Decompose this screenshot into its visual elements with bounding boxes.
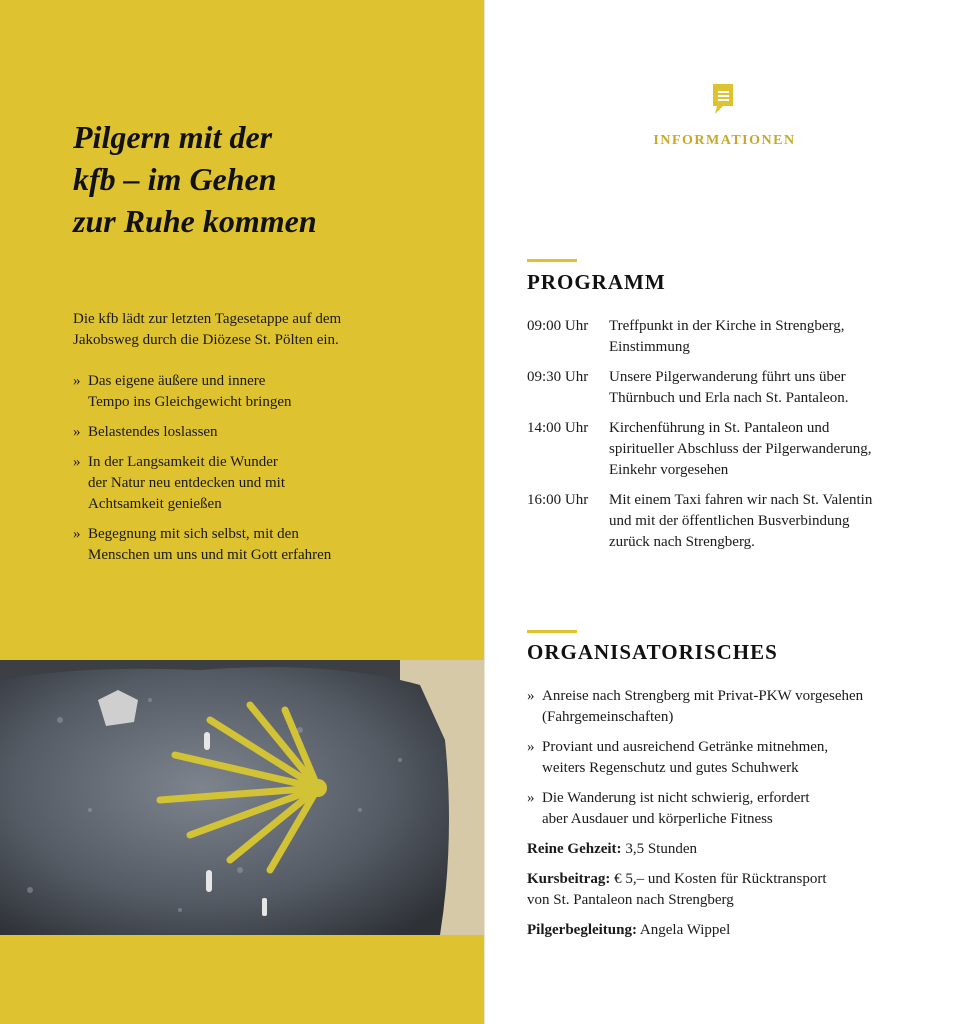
list-item — [73, 422, 413, 443]
title-line: kfb – im Gehen — [73, 161, 277, 197]
programm-line: zurück nach Strengberg. — [609, 534, 755, 550]
organisatorisches-title: ORGANISATORISCHES — [527, 640, 778, 664]
programm-line: Kirchenführung in St. Pantaleon und — [609, 420, 830, 436]
list-item — [527, 686, 927, 728]
fact-value: 3,5 Stunden — [621, 841, 697, 857]
organisatorisches-list — [527, 686, 927, 839]
fact-label: Kursbeitrag: — [527, 871, 611, 887]
title-line: zur Ruhe kommen — [73, 203, 317, 239]
programm-row — [527, 418, 927, 481]
list-item — [73, 452, 413, 515]
programm-line: und mit der öffentlichen Busverbindung — [609, 513, 850, 529]
benefits-list — [73, 371, 413, 575]
fact-value: von St. Pantaleon nach Strengberg — [527, 892, 734, 908]
list-item-line: weiters Regenschutz und gutes Schuhwerk — [542, 760, 799, 776]
list-item-line: Das eigene äußere und innere — [88, 373, 266, 389]
fact-pilgerbegleitung — [527, 920, 927, 941]
list-item-line: In der Langsamkeit die Wunder — [88, 454, 278, 470]
scallop-shell-photo — [0, 660, 484, 935]
programm-text — [609, 490, 927, 553]
list-item-line: Anreise nach Strengberg mit Privat-PKW vorgesehen — [542, 688, 864, 704]
programm-line: Treffpunkt in der Kirche in Strengberg, — [609, 318, 845, 334]
list-item-line: Achtsamkeit genießen — [88, 496, 222, 512]
programm-line: spiritueller Abschluss der Pilgerwanderung, — [609, 441, 872, 457]
programm-line: Einkehr vorgesehen — [609, 462, 729, 478]
list-item — [527, 737, 927, 779]
list-item — [527, 788, 927, 830]
info-heading: INFORMATIONEN — [653, 133, 796, 148]
list-item-line: Tempo ins Gleichgewicht bringen — [88, 394, 292, 410]
programm-row — [527, 490, 927, 553]
list-item-line: Die Wanderung ist nicht schwierig, erfordert — [542, 790, 810, 806]
speech-bubble-icon — [711, 82, 735, 116]
programm-row — [527, 367, 927, 409]
programm-time: 09:00 Uhr — [527, 318, 589, 334]
list-item-line: Belastendes loslassen — [88, 424, 218, 440]
programm-line: Einstimmung — [609, 339, 690, 355]
facts-list — [527, 839, 927, 950]
scallop-shell-on-rock-photo — [0, 660, 484, 935]
programm-time: 16:00 Uhr — [527, 492, 589, 508]
list-item-line: aber Ausdauer und körperliche Fitness — [542, 811, 773, 827]
programm-text — [609, 418, 927, 481]
programm-list — [527, 316, 927, 562]
programm-line: Mit einem Taxi fahren wir nach St. Valentin — [609, 492, 873, 508]
programm-line: Unsere Pilgerwanderung führt uns über — [609, 369, 846, 385]
programm-text — [609, 367, 927, 409]
accent-bar — [527, 259, 577, 262]
fact-value: Angela Wippel — [636, 922, 731, 938]
fact-gehzeit — [527, 839, 927, 860]
programm-row — [527, 316, 927, 358]
programm-text — [609, 316, 927, 358]
list-item — [73, 524, 413, 566]
intro-text: Die kfb lädt zur letzten Tagesetappe auf dem Jakobsweg durch die Diözese St. Pölten ein. — [73, 311, 342, 348]
fact-label: Reine Gehzeit: — [527, 841, 622, 857]
list-item-line: Proviant und ausreichend Getränke mitnehmen, — [542, 739, 829, 755]
fact-label: Pilgerbegleitung: — [527, 922, 637, 938]
list-item-line: der Natur neu entdecken und mit — [88, 475, 286, 491]
title-line: Pilgern mit der — [73, 119, 273, 155]
list-item — [73, 371, 413, 413]
list-item-line: (Fahrgemeinschaften) — [542, 709, 674, 725]
programm-time: 14:00 Uhr — [527, 420, 589, 436]
accent-bar — [527, 630, 577, 633]
fact-value: € 5,– und Kosten für Rücktransport — [610, 871, 827, 887]
programm-time: 09:30 Uhr — [527, 369, 589, 385]
list-item-line: Begegnung mit sich selbst, mit den — [88, 526, 299, 542]
programm-title: PROGRAMM — [527, 270, 666, 294]
fact-kursbeitrag — [527, 869, 927, 911]
page-title — [73, 116, 453, 242]
list-item-line: Menschen um uns und mit Gott erfahren — [88, 547, 332, 563]
programm-line: Thürnbuch und Erla nach St. Pantaleon. — [609, 390, 849, 406]
